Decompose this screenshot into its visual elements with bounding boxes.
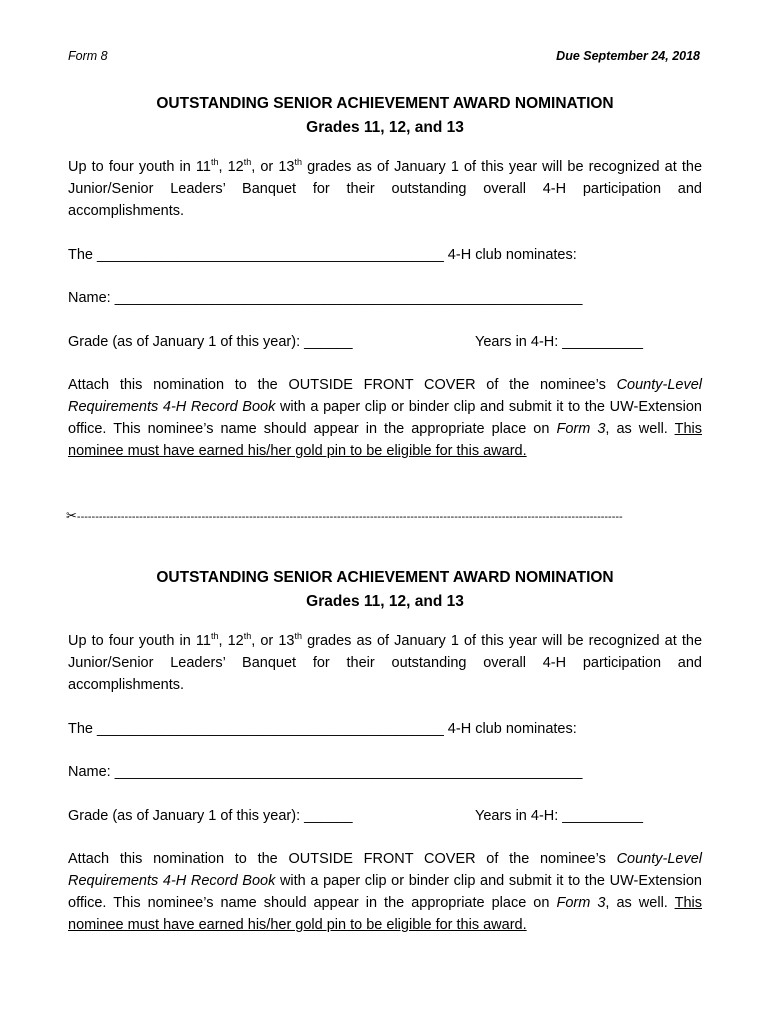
scissors-icon: ✂ <box>66 508 77 523</box>
nominee-name-field[interactable]: Name: __________________________________________________________ <box>68 290 583 306</box>
grade-years-row <box>68 805 702 827</box>
form-title: OUTSTANDING SENIOR ACHIEVEMENT AWARD NOMINATION <box>156 569 614 586</box>
club-name-field[interactable]: The ___________________________________________ 4-H club nominates: <box>68 247 577 263</box>
club-name-field[interactable]: The ___________________________________________ 4-H club nominates: <box>68 721 577 737</box>
grade-field[interactable]: Grade (as of January 1 of this year): ______ <box>68 808 353 824</box>
due-date: Due September 24, 2018 <box>556 49 700 63</box>
nomination-form-1 <box>68 92 702 462</box>
years-field[interactable]: Years in 4-H: __________ <box>475 334 643 350</box>
dashed-line: ----------------------------------------------------------------------------------------------------------------------------------------------------- <box>76 511 623 523</box>
nominee-name-field[interactable]: Name: __________________________________________________________ <box>68 764 583 780</box>
grade-years-row <box>68 331 702 353</box>
cut-line <box>66 506 650 526</box>
intro-paragraph: Up to four youth in 11th, 12th, or 13th grades as of January 1 of this year will be recognized at the Junior/Senior Leaders’ Banquet for their outstanding overall 4-H participation and accomplishments. <box>68 157 703 219</box>
form-title: OUTSTANDING SENIOR ACHIEVEMENT AWARD NOMINATION <box>156 95 614 112</box>
form-label: Form 8 <box>68 49 108 63</box>
form-subtitle: Grades 11, 12, and 13 <box>306 119 464 136</box>
years-field[interactable]: Years in 4-H: __________ <box>475 808 643 824</box>
attach-instructions: Attach this nomination to the OUTSIDE FRONT COVER of the nominee’s County-Level Requirements 4-H Record Book with a paper clip or binder clip and submit it to the UW-Extension office. This nominee’s name should appear in the appropriate place on Form 3, as well. This nominee must have earned his/her gold pin to be eligible for this award. <box>68 377 702 459</box>
form-subtitle: Grades 11, 12, and 13 <box>306 593 464 610</box>
grade-field[interactable]: Grade (as of January 1 of this year): ______ <box>68 334 353 350</box>
intro-paragraph: Up to four youth in 11th, 12th, or 13th grades as of January 1 of this year will be recognized at the Junior/Senior Leaders’ Banquet for their outstanding overall 4-H participation and accomplishments. <box>68 631 703 693</box>
nomination-form-2 <box>68 566 702 936</box>
attach-instructions: Attach this nomination to the OUTSIDE FRONT COVER of the nominee’s County-Level Requirements 4-H Record Book with a paper clip or binder clip and submit it to the UW-Extension office. This nominee’s name should appear in the appropriate place on Form 3, as well. This nominee must have earned his/her gold pin to be eligible for this award. <box>68 851 702 933</box>
